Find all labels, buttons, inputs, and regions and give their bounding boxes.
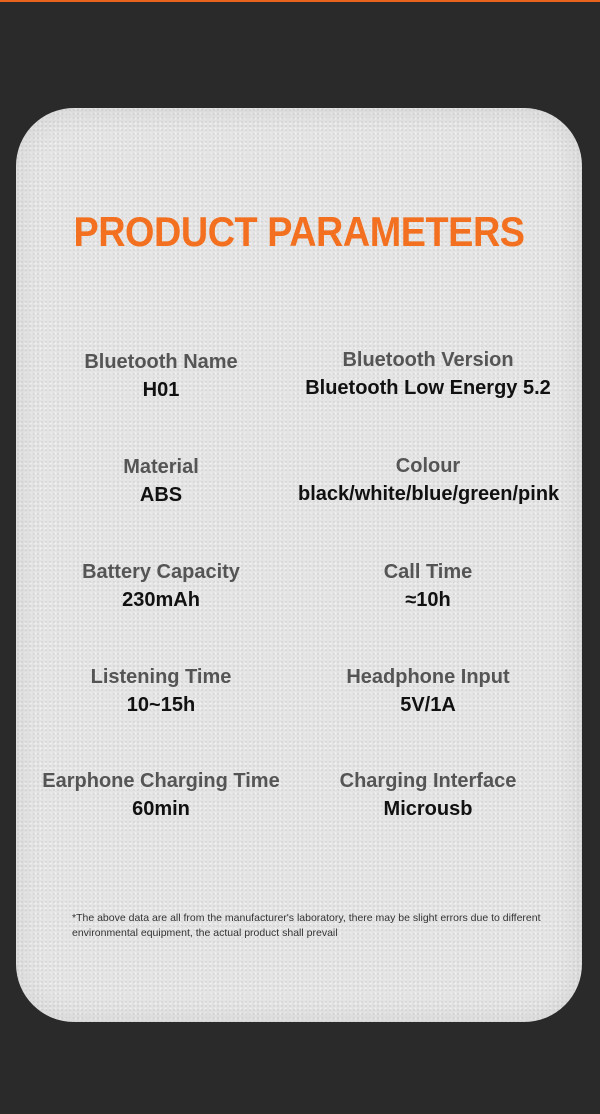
parameters-card bbox=[16, 108, 582, 1022]
param-value: Microusb bbox=[383, 798, 473, 820]
param-value: ABS bbox=[139, 484, 183, 506]
param-label: Battery Capacity bbox=[82, 561, 240, 583]
param-value: 60min bbox=[132, 798, 190, 820]
param-listening-time bbox=[31, 663, 291, 719]
param-bluetooth-version bbox=[298, 346, 558, 402]
param-earphone-charging-time bbox=[31, 767, 291, 823]
param-colour bbox=[298, 452, 558, 508]
param-headphone-input bbox=[298, 663, 558, 719]
footnote: *The above data are all from the manufacturer's laboratory, there may be slight errors due to different environmental equipment, the actual product shall prevail bbox=[72, 912, 541, 939]
param-label: Colour bbox=[395, 455, 461, 477]
page-title: PRODUCT PARAMETERS bbox=[73, 208, 525, 255]
top-accent-line bbox=[0, 0, 600, 2]
param-value: ≈10h bbox=[405, 589, 451, 611]
param-value: black/white/blue/green/pink bbox=[298, 483, 560, 505]
param-label: Bluetooth Name bbox=[84, 351, 238, 373]
param-call-time bbox=[298, 558, 558, 614]
param-value: 230mAh bbox=[122, 589, 200, 611]
param-label: Call Time bbox=[383, 561, 473, 583]
param-label: Earphone Charging Time bbox=[42, 770, 280, 792]
param-battery-capacity bbox=[31, 558, 291, 614]
param-label: Listening Time bbox=[90, 666, 232, 688]
param-label: Charging Interface bbox=[339, 770, 517, 792]
param-label: Material bbox=[123, 456, 199, 478]
param-charging-interface bbox=[298, 767, 558, 823]
param-value: Bluetooth Low Energy 5.2 bbox=[305, 377, 551, 399]
param-value: H01 bbox=[142, 379, 180, 401]
param-label: Headphone Input bbox=[346, 666, 510, 688]
param-value: 10~15h bbox=[126, 694, 196, 716]
param-bluetooth-name bbox=[31, 348, 291, 404]
param-label: Bluetooth Version bbox=[342, 349, 514, 371]
param-value: 5V/1A bbox=[400, 694, 456, 716]
param-material bbox=[31, 453, 291, 509]
